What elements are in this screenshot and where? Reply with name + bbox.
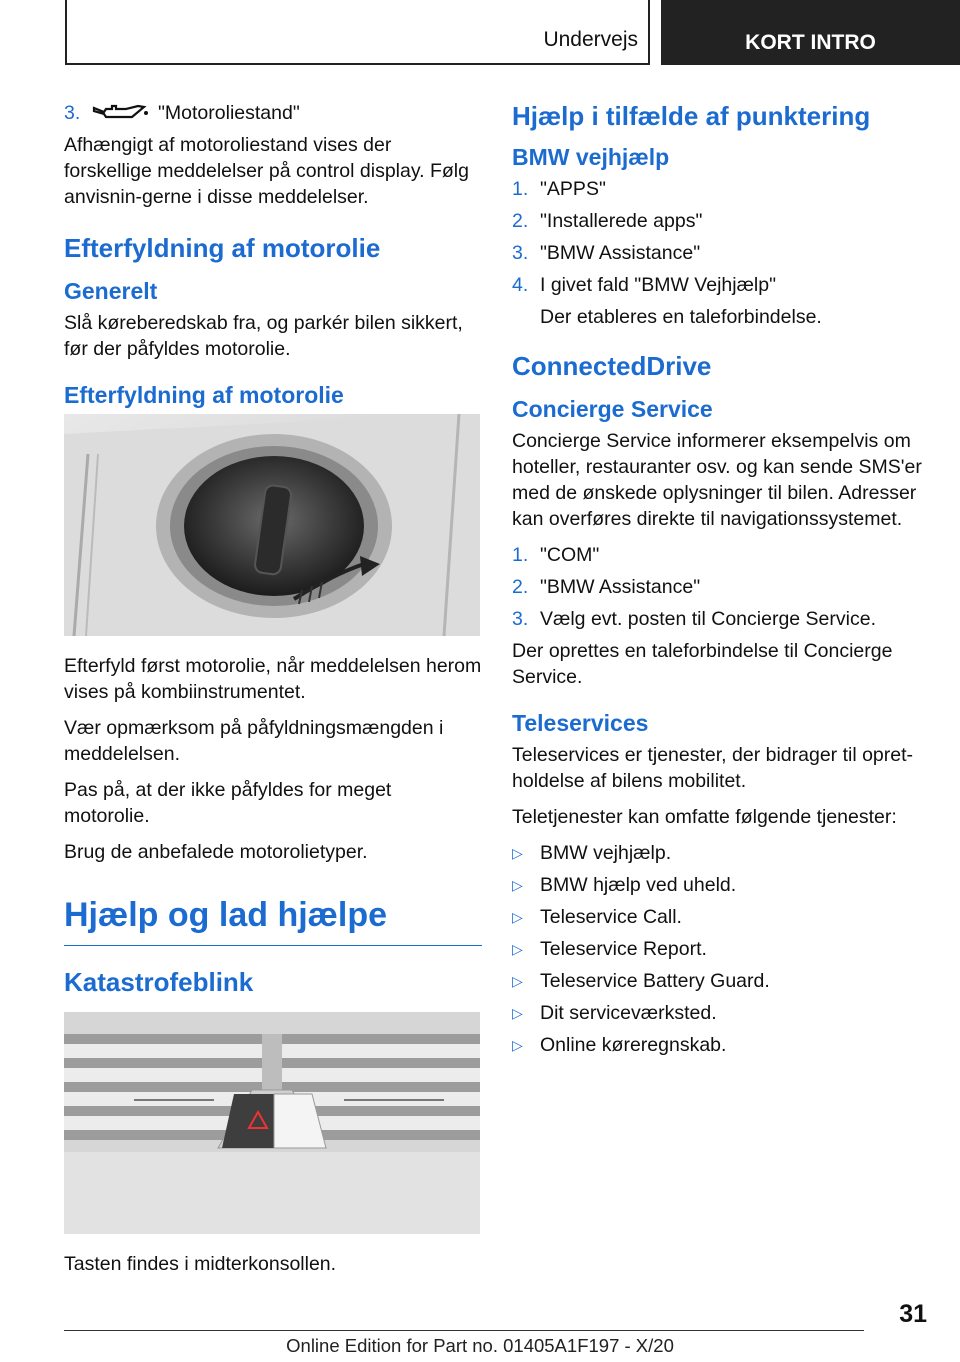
- right-column: [512, 100, 930, 1064]
- list-text: "BMW Assistance": [540, 576, 701, 598]
- list-num: 3.: [512, 608, 529, 630]
- list-text: "COM": [540, 544, 600, 566]
- list-num: 1.: [512, 544, 529, 566]
- heading-connecteddrive: ConnectedDrive: [512, 351, 712, 381]
- paragraph: Vær opmærksom på påfyldningsmængden i meddelelsen.: [64, 717, 444, 765]
- paragraph: Der oprettes en taleforbindelse til Concierge Service.: [512, 640, 893, 688]
- list-item: [512, 208, 930, 234]
- bullet-item: [512, 1032, 930, 1058]
- heading-vejhjaelp: BMW vejhjælp: [512, 144, 670, 170]
- triangle-bullet-icon: ▷: [512, 941, 523, 957]
- header-chapter-tab[interactable]: [661, 0, 960, 65]
- footer-edition: Online Edition for Part no. 01405A1F197 - X/20: [286, 1335, 674, 1356]
- footer-rule: [64, 1330, 864, 1331]
- list-num: 3.: [512, 242, 529, 264]
- oil-can-icon: [92, 103, 150, 123]
- heading-katastrofeblink: Katastrofeblink: [64, 967, 254, 997]
- bullet-text: Online køreregnskab.: [540, 1034, 727, 1056]
- triangle-bullet-icon: ▷: [512, 845, 523, 861]
- list-item: [512, 272, 930, 298]
- list-text: "APPS": [540, 178, 606, 200]
- list-num: 1.: [512, 178, 529, 200]
- list-item: [512, 574, 930, 600]
- list-num: 4.: [512, 274, 529, 296]
- list-num: 2.: [512, 576, 529, 598]
- oil-cap-image: [64, 414, 480, 641]
- triangle-bullet-icon: ▷: [512, 1005, 523, 1021]
- bullet-text: Teleservice Battery Guard.: [540, 970, 770, 992]
- triangle-bullet-icon: ▷: [512, 909, 523, 925]
- list-num: 3.: [64, 102, 81, 124]
- paragraph: Afhængigt af motoroliestand vises der forskellige meddelelser på control display. Følg anvisnin-gerne i disse meddelelser.: [64, 134, 469, 208]
- list-text: "Motoroliestand": [158, 102, 300, 124]
- list-text: "BMW Assistance": [540, 242, 701, 264]
- heading-efterfyldning-sub: Efterfyldning af motorolie: [64, 382, 344, 408]
- list-item: [512, 542, 930, 568]
- bullet-item: [512, 936, 930, 962]
- header-rule-bottom: [65, 63, 650, 65]
- paragraph: Tasten findes i midterkonsollen.: [64, 1253, 337, 1275]
- paragraph: Pas på, at der ikke påfyldes for meget motorolie.: [64, 779, 392, 827]
- paragraph: Slå køreberedskab fra, og parkér bilen sikkert, før der påfyldes motorolie.: [64, 312, 463, 360]
- heading-punktering: Hjælp i tilfælde af punktering: [512, 101, 871, 131]
- header-section[interactable]: Undervejs: [543, 28, 638, 51]
- bullet-item: [512, 968, 930, 994]
- list-text: "Installerede apps": [540, 210, 703, 232]
- hazard-button-image: [64, 1012, 480, 1239]
- triangle-bullet-icon: ▷: [512, 973, 523, 989]
- bullet-text: Dit serviceværksted.: [540, 1002, 717, 1024]
- list-item: [64, 100, 482, 126]
- page-number: 31: [899, 1300, 927, 1328]
- paragraph: Brug de anbefalede motorolietyper.: [64, 841, 368, 863]
- list-note: Der etableres en taleforbindelse.: [540, 306, 822, 328]
- bullet-item: [512, 840, 930, 866]
- header-chapter-label: KORT INTRO: [745, 30, 876, 54]
- heading-teleservices: Teleservices: [512, 710, 649, 736]
- heading-hjaelp: Hjælp og lad hjælpe: [64, 893, 482, 946]
- list-num: 2.: [512, 210, 529, 232]
- paragraph: Efterfyld først motorolie, når meddelelsen herom vises på kombiinstrumentet.: [64, 655, 482, 703]
- paragraph: Teleservices er tjenester, der bidrager til opret-holdelse af bilens mobilitet.: [512, 744, 914, 792]
- bullet-text: Teleservice Call.: [540, 906, 682, 928]
- triangle-bullet-icon: ▷: [512, 877, 523, 893]
- header-rule-left: [65, 0, 67, 64]
- heading-concierge: Concierge Service: [512, 396, 713, 422]
- bullet-item: [512, 1000, 930, 1026]
- header-rule-sep: [648, 0, 650, 64]
- list-item: [512, 176, 930, 202]
- heading-generelt: Generelt: [64, 278, 158, 304]
- bullet-text: BMW vejhjælp.: [540, 842, 672, 864]
- paragraph: Teletjenester kan omfatte følgende tjenester:: [512, 806, 897, 828]
- bullet-text: Teleservice Report.: [540, 938, 707, 960]
- bullet-text: BMW hjælp ved uheld.: [540, 874, 737, 896]
- list-item: [512, 240, 930, 266]
- left-column: [64, 100, 482, 1287]
- list-text: Vælg evt. posten til Concierge Service.: [540, 608, 876, 630]
- list-text: I givet fald "BMW Vejhjælp": [540, 274, 777, 296]
- triangle-bullet-icon: ▷: [512, 1037, 523, 1053]
- paragraph: Concierge Service informerer eksempelvis om hoteller, restauranter osv. og kan sende SMS'er med de ønskede oplysninger til bilen. Adresser kan overføres direkte til navigationssystemet.: [512, 430, 922, 530]
- bullet-item: [512, 872, 930, 898]
- bullet-item: [512, 904, 930, 930]
- heading-efterfyldning: Efterfyldning af motorolie: [64, 233, 381, 263]
- list-item: [512, 606, 930, 632]
